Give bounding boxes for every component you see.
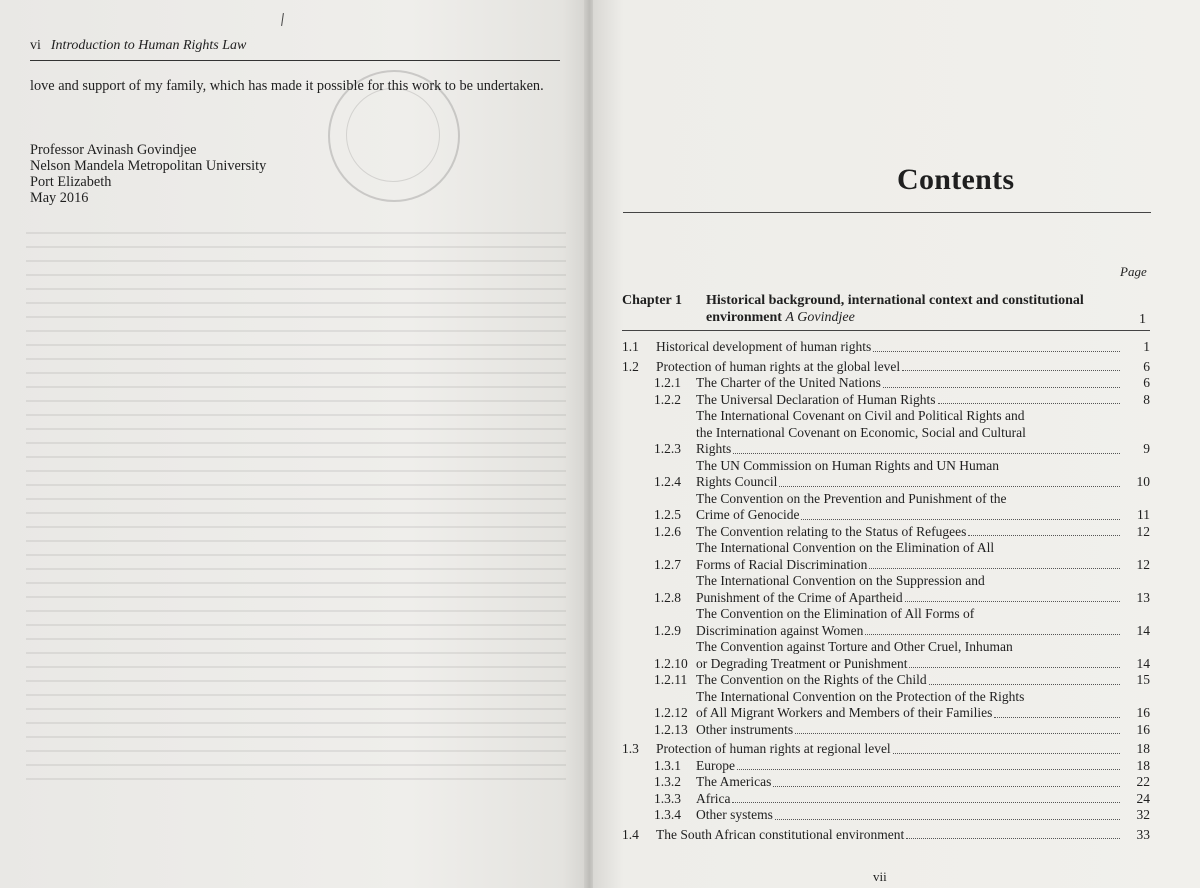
- toc-entry-number: 1.2.6: [654, 523, 681, 539]
- toc-entry-number: 1.3.2: [654, 774, 681, 789]
- toc-entry-number: 1.3.4: [654, 807, 681, 822]
- toc-entry-title-line: Forms of Racial Discrimination: [696, 556, 868, 572]
- toc-entry-title-line: Other instruments: [696, 721, 794, 737]
- toc-entry-title-line: Protection of human rights at regional level: [656, 741, 891, 756]
- toc-entry-title: [696, 722, 1122, 739]
- chapter-label: Chapter 1: [622, 293, 683, 308]
- toc-entry-number: 1.2.12: [654, 705, 688, 720]
- dot-leader: [733, 453, 1120, 454]
- toc-entry: [622, 741, 1150, 758]
- toc-entry-title-line: Protection of human rights at the global level: [656, 358, 901, 374]
- toc-entry-page: 12: [1136, 556, 1150, 572]
- toc-entry-title-line: The South African constitutional environment: [656, 826, 905, 842]
- toc-entry: [622, 491, 1150, 524]
- dot-leader: [779, 486, 1120, 487]
- toc-entry: [622, 540, 1150, 573]
- toc-entry: [622, 359, 1150, 376]
- chapter-page: 1: [1139, 312, 1146, 327]
- toc-entry-title: [696, 807, 1122, 824]
- toc-entry-title: [696, 392, 1122, 409]
- toc-entry: [622, 758, 1150, 775]
- running-head-title: Introduction to Human Rights Law: [50, 38, 247, 53]
- dot-leader: [732, 802, 1120, 803]
- toc-entry-number: 1.3.1: [654, 757, 681, 773]
- toc-entry: [622, 392, 1150, 409]
- toc-entry-title-line: The Americas: [696, 774, 772, 789]
- toc-entry-title: [696, 573, 1122, 606]
- dot-leader: [994, 717, 1120, 718]
- toc-entry-title: [696, 606, 1122, 639]
- dot-leader: [869, 568, 1120, 569]
- toc-entry-title: [696, 491, 1122, 524]
- toc-entry-page: 24: [1136, 790, 1150, 806]
- toc-entry-title-line: The Convention on the Rights of the Child: [696, 672, 927, 687]
- toc-entry: [622, 672, 1150, 689]
- toc-entry-title-line: Other systems: [696, 807, 773, 822]
- chapter-author: A Govindjee: [785, 310, 855, 325]
- toc-entry-number: 1.2.8: [654, 589, 681, 605]
- signature-name: Professor Avinash Govindjee: [30, 142, 197, 158]
- running-head: [30, 38, 246, 54]
- dot-leader: [795, 733, 1120, 734]
- chapter-title-text: Historical background, international context and constitutional environment: [706, 293, 1084, 325]
- toc-entry: [622, 573, 1150, 606]
- dot-leader: [906, 838, 1120, 839]
- toc-entry-number: 1.2.4: [654, 474, 681, 489]
- toc-entry-title-line: The International Covenant on Civil and Political Rights and: [696, 408, 1025, 423]
- toc-entry-title-line: Africa: [696, 790, 731, 806]
- toc-entry-title-line: Punishment of the Crime of Apartheid: [696, 589, 903, 605]
- dot-leader: [938, 403, 1120, 404]
- dot-leader: [902, 370, 1120, 371]
- toc-entry-page: 15: [1136, 672, 1150, 687]
- left-page: [0, 0, 586, 888]
- toc-entry: [622, 827, 1150, 844]
- toc-entry-number: 1.2.2: [654, 391, 681, 407]
- toc-entry-page: 32: [1136, 807, 1150, 822]
- toc-entry-page: 13: [1136, 589, 1150, 605]
- acknowledgement-text: love and support of my family, which has made it possible for this work to be undertaken.: [30, 78, 544, 94]
- toc-entry-number: 1.2.10: [654, 655, 688, 671]
- toc-entry: [622, 791, 1150, 808]
- toc-entry-page: 33: [1136, 826, 1150, 842]
- dot-leader: [775, 819, 1120, 820]
- toc-entry-number: 1.3.3: [654, 790, 681, 806]
- toc-entry: [622, 408, 1150, 458]
- toc-entry-title: [696, 375, 1122, 392]
- toc-entry-title-line: the International Covenant on Economic, Social and Cultural: [696, 424, 1026, 440]
- signature-institution: Nelson Mandela Metropolitan University: [30, 158, 267, 174]
- toc-entry-page: 1: [1143, 339, 1150, 354]
- toc-entry-title-line: The Convention relating to the Status of Refugees: [696, 523, 967, 539]
- toc-entry-page: 6: [1143, 375, 1150, 390]
- toc-entry: [622, 807, 1150, 824]
- toc-entry-number: 1.2.1: [654, 375, 681, 390]
- page-column-label: Page: [1120, 264, 1147, 279]
- toc-entry: [622, 689, 1150, 722]
- toc-entry-number: 1.2.5: [654, 507, 681, 522]
- toc-entry-title: [656, 827, 1122, 844]
- toc-entry-title-line: The International Convention on the Suppression and: [696, 573, 985, 588]
- toc-entry-page: 10: [1136, 474, 1150, 489]
- toc-entry-page: 18: [1136, 757, 1150, 773]
- toc-entry-page: 11: [1137, 507, 1150, 522]
- toc-entry: [622, 639, 1150, 672]
- signature-block: [30, 142, 266, 206]
- dot-leader: [883, 387, 1120, 388]
- toc-entry-page: 22: [1136, 774, 1150, 789]
- dot-leader: [968, 535, 1120, 536]
- dot-leader: [893, 753, 1120, 754]
- toc-entry-page: 6: [1143, 358, 1150, 374]
- toc-entry: [622, 375, 1150, 392]
- toc-entry-page: 14: [1136, 655, 1150, 671]
- toc-entry-title: [656, 741, 1122, 758]
- toc-entry-title: [696, 791, 1122, 808]
- toc-entry-title-line: Rights Council: [696, 474, 778, 489]
- toc-entry-title-line: The Convention on the Elimination of All Forms of: [696, 606, 975, 621]
- toc-entry-page: 9: [1143, 441, 1150, 456]
- toc-entry-title: [696, 540, 1122, 573]
- toc-entry-number: 1.2.13: [654, 721, 688, 737]
- toc-entry-title-line: The Charter of the United Nations: [696, 375, 881, 390]
- toc-entry-page: 16: [1136, 721, 1150, 737]
- toc-entry-number: 1.2.9: [654, 622, 681, 638]
- toc-entry-page: 16: [1136, 705, 1150, 720]
- toc-entry-title-line: The Convention on the Prevention and Punishment of the: [696, 490, 1007, 506]
- toc-entry-page: 18: [1136, 741, 1150, 756]
- toc-entry-number: 1.1: [622, 339, 639, 354]
- right-page-number: vii: [873, 869, 887, 884]
- toc-entry-number: 1.4: [622, 826, 639, 842]
- dot-leader: [773, 786, 1120, 787]
- toc-entry-title-line: Rights: [696, 441, 732, 456]
- toc-entry-title-line: The Convention against Torture and Other Cruel, Inhuman: [696, 639, 1013, 654]
- toc-entry: [622, 606, 1150, 639]
- toc-entry-title-line: The UN Commission on Human Rights and UN Human: [696, 457, 999, 473]
- dot-leader: [801, 519, 1120, 520]
- toc-entry-title-line: The International Convention on the Elimination of All: [696, 540, 995, 555]
- toc-entry-page: 14: [1136, 622, 1150, 638]
- toc-entry-number: 1.2.3: [654, 441, 681, 456]
- toc-entry: [622, 774, 1150, 791]
- toc-entry-number: 1.2: [622, 358, 639, 374]
- toc-entry-number: 1.2.11: [654, 672, 688, 687]
- toc-entry-title-line: Historical development of human rights: [656, 339, 872, 354]
- toc-entry-title-line: or Degrading Treatment or Punishment: [696, 655, 908, 671]
- running-head-rule: [30, 60, 560, 61]
- contents-title-rule: [623, 212, 1151, 213]
- toc-entry-title-line: The International Convention on the Protection of the Rights: [696, 688, 1025, 704]
- signature-city: Port Elizabeth: [30, 174, 112, 190]
- toc-entry: [622, 722, 1150, 739]
- toc-entries: [622, 336, 1150, 843]
- chapter-title: [706, 292, 1106, 326]
- toc-entry-title: [696, 524, 1122, 541]
- toc-entry-title-line: Crime of Genocide: [696, 507, 800, 522]
- toc-entry-title: [696, 672, 1122, 689]
- dot-leader: [873, 351, 1120, 352]
- toc-entry-title: [696, 774, 1122, 791]
- toc-entry: [622, 524, 1150, 541]
- pen-mark: [281, 13, 284, 26]
- dot-leader: [737, 769, 1120, 770]
- toc-entry-title: [696, 689, 1122, 722]
- dot-leader: [909, 667, 1120, 668]
- signature-date: May 2016: [30, 190, 89, 206]
- chapter-rule: [622, 330, 1150, 331]
- show-through-text: [26, 232, 566, 792]
- toc-entry-number: 1.2.7: [654, 556, 681, 572]
- toc-entry-title: [656, 339, 1122, 356]
- toc-entry-title: [696, 639, 1122, 672]
- toc-entry-number: 1.3: [622, 741, 639, 756]
- toc-entry-title: [696, 458, 1122, 491]
- toc-entry-title: [696, 408, 1122, 458]
- contents-title: Contents: [897, 163, 1015, 196]
- toc-entry-title: [696, 758, 1122, 775]
- toc-entry-title-line: of All Migrant Workers and Members of their Families: [696, 705, 993, 720]
- toc-entry: [622, 458, 1150, 491]
- toc-entry-title-line: Europe: [696, 757, 735, 773]
- toc-entry: [622, 339, 1150, 356]
- dot-leader: [929, 684, 1120, 685]
- dot-leader: [865, 634, 1120, 635]
- dot-leader: [905, 601, 1120, 602]
- toc-entry-title: [656, 359, 1122, 376]
- toc-entry-page: 8: [1143, 391, 1150, 407]
- toc-entry-page: 12: [1136, 523, 1150, 539]
- left-page-number: vi: [30, 38, 41, 53]
- toc-entry-title-line: Discrimination against Women: [696, 622, 864, 638]
- toc-entry-title-line: The Universal Declaration of Human Rights: [696, 391, 936, 407]
- faded-library-stamp-inner: [346, 88, 440, 182]
